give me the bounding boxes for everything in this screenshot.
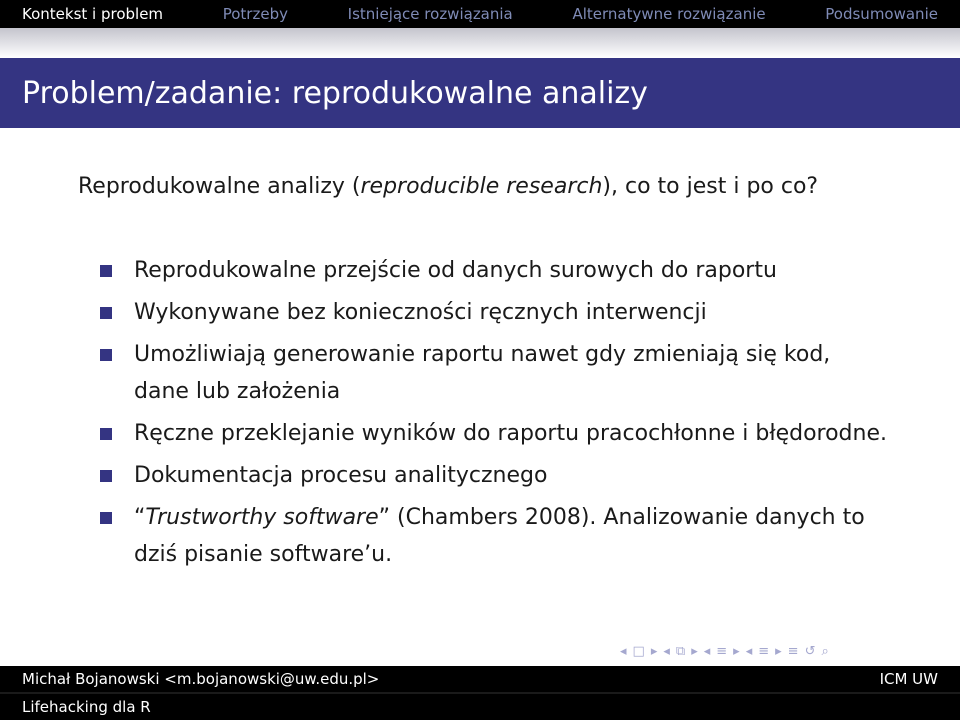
intro-before: Reprodukowalne analizy (: [78, 174, 361, 199]
bullet-text: Umożliwiają generowanie raportu nawet gdy zmieniają się kod, dane lub założenia: [134, 342, 831, 404]
nav-section-istniejace[interactable]: Istniejące rozwiązania: [347, 5, 513, 23]
nav-section-podsumowanie[interactable]: Podsumowanie: [825, 5, 938, 23]
list-item: [100, 336, 890, 410]
document-icon[interactable]: ≡: [787, 644, 799, 659]
bullet-text: Ręczne przeklejanie wyników do raportu pracochłonne i błędorodne.: [134, 421, 887, 446]
nav-prev-icon[interactable]: ◂: [745, 644, 753, 659]
bullet-emphasis: Trustworthy software: [145, 505, 379, 530]
bullet-quote-open: “: [134, 505, 146, 530]
nav-next-icon[interactable]: ▸: [733, 644, 740, 659]
subsection-icon[interactable]: ≡: [716, 644, 728, 659]
nav-prev-icon[interactable]: ◂: [663, 644, 670, 659]
search-icon[interactable]: ⌕: [821, 644, 829, 659]
beamer-navigation-symbols: [620, 644, 829, 659]
list-item: [100, 457, 890, 494]
frame-title: Problem/zadanie: reprodukowalne analizy: [22, 75, 648, 111]
frame-icon[interactable]: □: [632, 644, 645, 659]
bullet-square-icon: [100, 349, 112, 361]
nav-section-alternatywne[interactable]: Alternatywne rozwiązanie: [572, 5, 766, 23]
bullet-text: Dokumentacja procesu analitycznego: [134, 463, 548, 488]
list-item: [100, 252, 890, 289]
bullet-square-icon: [100, 428, 112, 440]
frames-icon[interactable]: ⧉: [675, 644, 686, 659]
bullet-square-icon: [100, 470, 112, 482]
navbar-shadow: [0, 28, 960, 58]
intro-line: [78, 174, 818, 199]
nav-next-icon[interactable]: ▸: [650, 644, 658, 659]
nav-next-icon[interactable]: ▸: [775, 644, 782, 659]
nav-prev-icon[interactable]: ◂: [620, 644, 627, 659]
intro-after: ), co to jest i po co?: [602, 174, 819, 199]
intro-emphasis: reproducible research: [360, 174, 603, 199]
section-navigation-bar: [0, 0, 960, 28]
author-name: Michał Bojanowski <m.bojanowski@uw.edu.pl>: [22, 670, 380, 688]
frame-title-bar: [0, 58, 960, 128]
bullet-text: Reprodukowalne przejście od danych surowych do raportu: [134, 258, 777, 283]
back-icon[interactable]: ↺: [804, 644, 816, 659]
presentation-title: Lifehacking dla R: [22, 698, 151, 716]
bullet-text: Wykonywane bez konieczności ręcznych interwencji: [134, 300, 707, 325]
bullet-text: ” (Chambers 2008). Analizowanie danych to dziś pisanie software’u.: [134, 505, 865, 567]
list-item: [100, 415, 890, 452]
section-icon[interactable]: ≡: [758, 644, 770, 659]
nav-next-icon[interactable]: ▸: [691, 644, 698, 659]
nav-prev-icon[interactable]: ◂: [703, 644, 711, 659]
institute: ICM UW: [879, 670, 938, 688]
nav-section-potrzeby[interactable]: Potrzeby: [222, 5, 288, 23]
bullet-square-icon: [100, 307, 112, 319]
bullet-square-icon: [100, 512, 112, 524]
list-item: [100, 499, 890, 573]
nav-section-kontekst[interactable]: Kontekst i problem: [22, 5, 164, 23]
list-item: [100, 294, 890, 331]
footline-author: [0, 666, 960, 692]
bullet-list: [100, 252, 890, 578]
bullet-square-icon: [100, 265, 112, 277]
footline-title: [0, 694, 960, 720]
